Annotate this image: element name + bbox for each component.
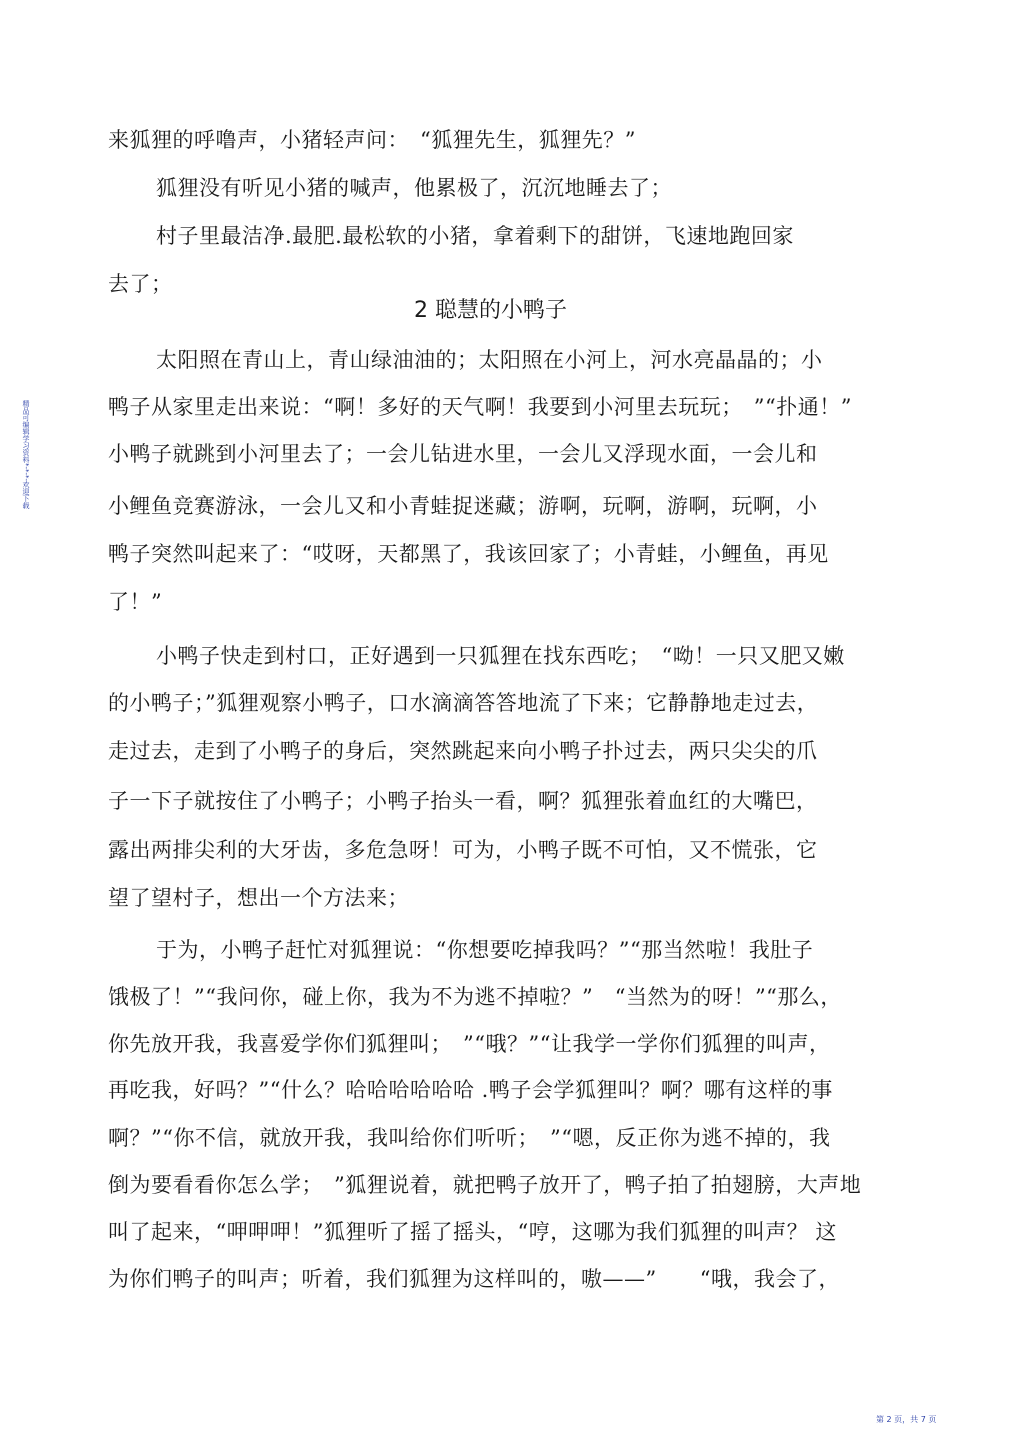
paragraph-line: 鸭子突然叫起来了：“哎呀，天都黑了，我该回家了；小青蛙，小鲤鱼，再见 (108, 542, 829, 566)
paragraph-line: 太阳照在青山上，青山绿油油的；太阳照在小河上，河水亮晶晶的；小 (156, 348, 823, 372)
paragraph-line: 你先放开我，我喜爱学你们狐狸叫； ”“哦？”“让我学一学你们狐狸的叫声， (108, 1032, 831, 1056)
paragraph-line: 叫了起来，“呷呷呷！”狐狸听了摇了摇头，“哼，这哪为我们狐狸的叫声？ 这 (108, 1220, 837, 1244)
paragraph-line: 饿极了！”“我问你，碰上你，我为不为逃不掉啦？” “当然为的呀！”“那么， (108, 985, 842, 1009)
paragraph-line: 去了； (108, 272, 173, 296)
paragraph-line: 于为，小鸭子赶忙对狐狸说：“你想要吃掉我吗？”“那当然啦！我肚子 (156, 938, 814, 962)
paragraph-line: 露出两排尖利的大牙齿，多危急呀！可为，小鸭子既不可怕，又不慌张，它 (108, 838, 818, 862)
page-number: 第 2 页，共 7 页 (876, 1415, 937, 1424)
paragraph-line: 小鸭子就跳到小河里去了；一会儿钻进水里，一会儿又浮现水面，一会儿和 (108, 442, 818, 466)
paragraph-line: 倒为要看看你怎么学； ”狐狸说着，就把鸭子放开了，鸭子拍了拍翅膀，大声地 (108, 1173, 862, 1197)
section-title: 2 聪慧的小鸭子 (414, 298, 567, 323)
sidebar-watermark: 精品可编辑学习资料*-*-*-欢迎下载 (22, 400, 30, 510)
paragraph-line: 的小鸭子；”狐狸观察小鸭子，口水滴滴答答地流了下来；它静静地走过去， (108, 691, 819, 715)
paragraph-line: 啊？”“你不信，就放开我，我叫给你们听听； ”“嗯，反正你为逃不掉的，我 (108, 1126, 831, 1150)
paragraph-line: 了！” (108, 590, 163, 614)
paragraph-line: 村子里最洁净.最肥.最松软的小猪，拿着剩下的甜饼，飞速地跑回家 (156, 224, 794, 248)
paragraph-line: 小鲤鱼竞赛游泳，一会儿又和小青蛙捉迷藏；游啊，玩啊，游啊，玩啊，小 (108, 494, 818, 518)
paragraph-line: 为你们鸭子的叫声；听着，我们狐狸为这样叫的，嗷——” “哦，我会了， (108, 1267, 840, 1291)
paragraph-line: 再吃我，好吗？”“什么？哈哈哈哈哈哈 .鸭子会学狐狸叫？啊？哪有这样的事 (108, 1078, 833, 1102)
paragraph-line: 望了望村子，想出一个方法来； (108, 886, 409, 910)
paragraph-line: 鸭子从家里走出来说：“啊！多好的天气啊！我要到小河里去玩玩； ”“扑通！” (108, 395, 852, 419)
paragraph-line: 子一下子就按住了小鸭子；小鸭子抬头一看，啊？狐狸张着血红的大嘴巴， (108, 789, 818, 813)
paragraph-line: 狐狸没有听见小猪的喊声，他累极了，沉沉地睡去了； (156, 176, 672, 200)
paragraph-line: 小鸭子快走到村口，正好遇到一只狐狸在找东西吃； “呦！一只又肥又嫩 (156, 644, 845, 668)
paragraph-line: 走过去，走到了小鸭子的身后，突然跳起来向小鸭子扑过去，两只尖尖的爪 (108, 739, 818, 763)
paragraph-line: 来狐狸的呼噜声，小猪轻声问： “狐狸先生，狐狸先？” (108, 128, 636, 152)
